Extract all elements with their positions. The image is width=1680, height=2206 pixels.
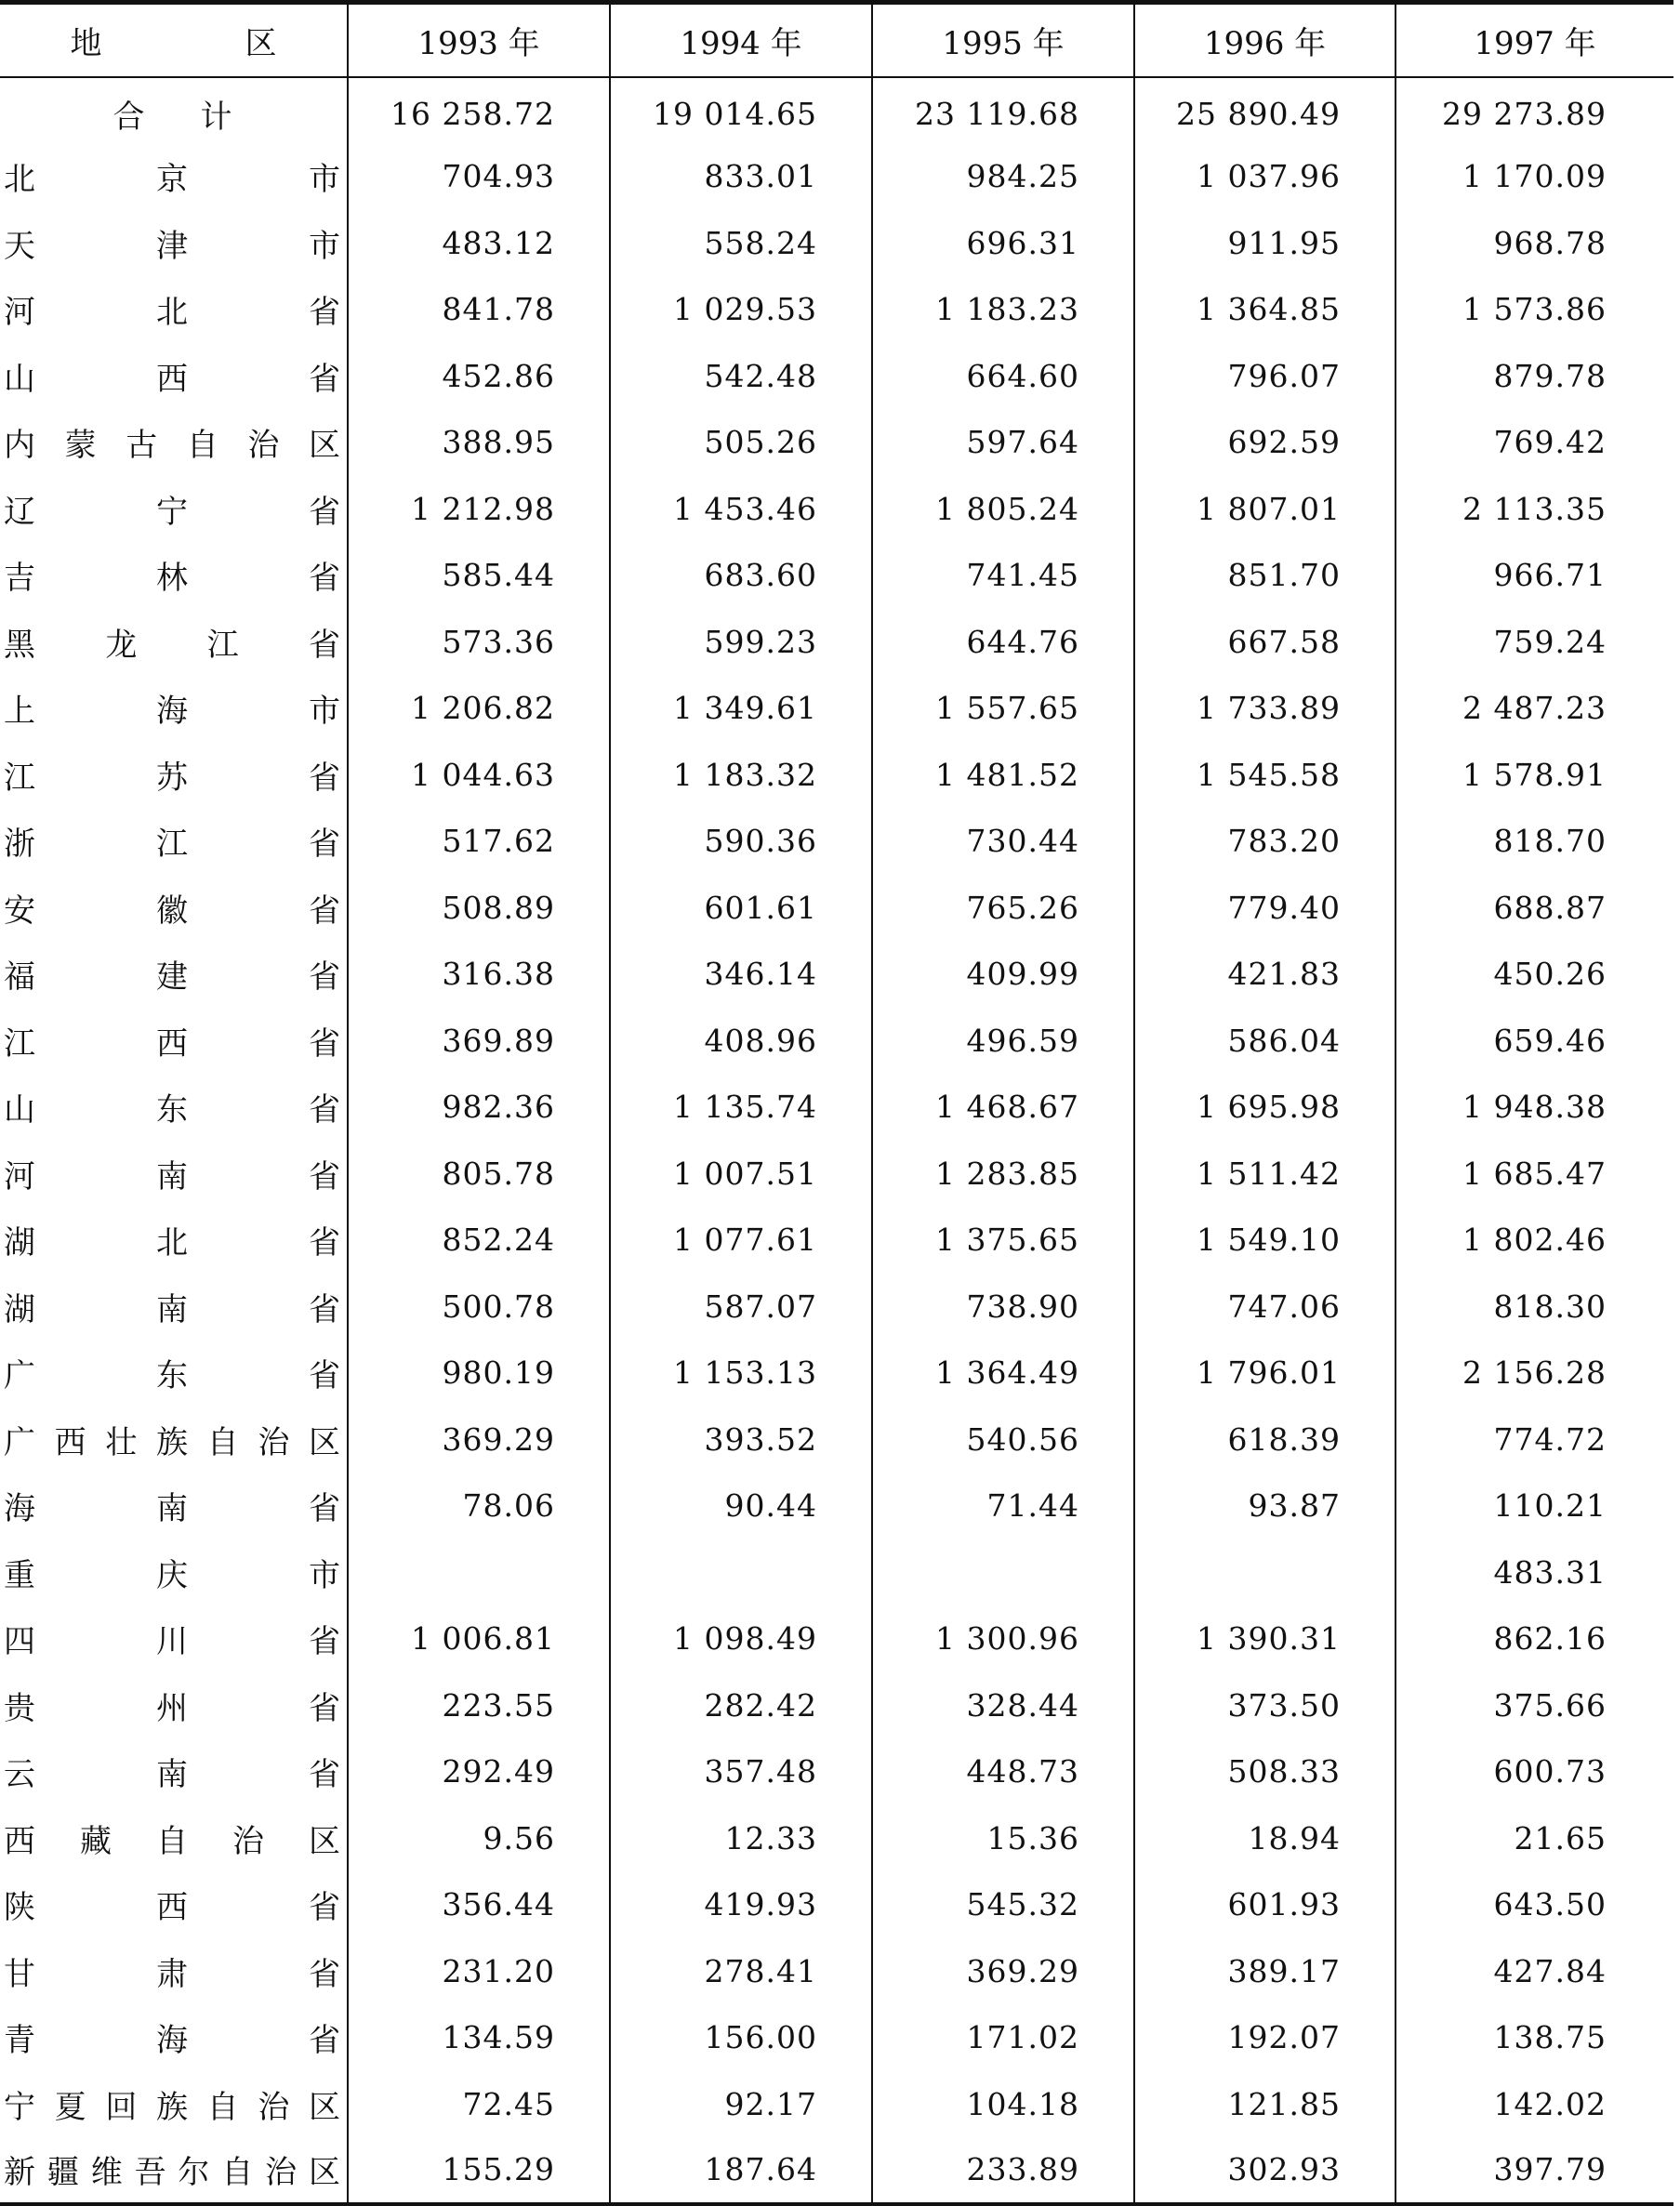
value-cell-1996: 192.07	[1134, 2004, 1396, 2071]
value-cell-1993: 704.93	[348, 143, 610, 210]
value-cell-1995: 741.45	[872, 542, 1134, 609]
value-cell-1996: 783.20	[1134, 808, 1396, 875]
value-cell-1996: 911.95	[1134, 210, 1396, 277]
value-cell-1994: 408.96	[610, 1008, 872, 1075]
region-name-cell: 云南省	[4, 1756, 341, 1794]
table-row	[0, 1672, 1673, 1739]
value-cell-1997: 1 948.38	[1396, 1074, 1673, 1141]
value-cell-1994: 12.33	[610, 1805, 872, 1872]
value-cell-1994: 601.61	[610, 875, 872, 942]
region-name-cell: 重庆市	[4, 1556, 341, 1594]
value-cell-1995: 738.90	[872, 1274, 1134, 1341]
value-cell-1993: 805.78	[348, 1141, 610, 1208]
value-cell-1995	[872, 1539, 1134, 1606]
region-name-cell: 西藏自治区	[4, 1822, 341, 1860]
value-cell-1996: 586.04	[1134, 1008, 1396, 1075]
table-row	[0, 1738, 1673, 1805]
value-cell-1993: 134.59	[348, 2004, 610, 2071]
region-name-cell: 新疆维吾尔自治区	[0, 2137, 348, 2204]
region-name-cell: 山东省	[4, 1091, 341, 1129]
region-name-cell: 黑龙江省	[4, 626, 341, 664]
value-cell-1997: 769.42	[1396, 409, 1673, 476]
value-cell-1997: 2 156.28	[1396, 1340, 1673, 1407]
header-year-1995: 1995 年	[872, 3, 1134, 77]
value-cell-1995: 1 183.23	[872, 276, 1134, 343]
value-cell-1997: 688.87	[1396, 875, 1673, 942]
value-cell-1996: 389.17	[1134, 1938, 1396, 2005]
value-cell-1993: 316.38	[348, 941, 610, 1008]
value-cell-1995: 1 375.65	[872, 1207, 1134, 1274]
region-name-cell: 宁夏回族自治区	[4, 2088, 341, 2126]
region-name-cell: 合计	[112, 99, 288, 137]
value-cell-1996: 373.50	[1134, 1672, 1396, 1739]
value-cell-1996: 302.93	[1134, 2137, 1396, 2204]
value-cell-1995: 233.89	[872, 2137, 1134, 2204]
value-cell-1996: 796.07	[1134, 343, 1396, 410]
value-cell-1994: 1 135.74	[610, 1074, 872, 1141]
value-cell-1995: 984.25	[872, 143, 1134, 210]
value-cell-1995: 1 364.49	[872, 1340, 1134, 1407]
value-cell-1996: 18.94	[1134, 1805, 1396, 1872]
region-name-cell: 安徽省	[4, 892, 341, 930]
value-cell-1993: 841.78	[348, 276, 610, 343]
value-cell-1995: 1 300.96	[872, 1605, 1134, 1672]
header-row	[0, 3, 1673, 77]
region-name-cell: 辽宁省	[4, 493, 341, 531]
value-cell-1993: 16 258.72	[348, 77, 610, 144]
region-name-cell: 江西省	[4, 1024, 341, 1063]
table-row	[0, 1340, 1673, 1407]
region-name-cell: 天津市	[4, 227, 341, 265]
region-name-cell: 上海市	[4, 693, 341, 731]
value-cell-1994: 282.42	[610, 1672, 872, 1739]
value-cell-1994: 1 183.32	[610, 742, 872, 809]
table-row	[0, 1074, 1673, 1141]
table-row	[0, 941, 1673, 1008]
value-cell-1994: 599.23	[610, 609, 872, 676]
value-cell-1995: 540.56	[872, 1407, 1134, 1473]
value-cell-1994	[610, 1539, 872, 1606]
value-cell-1997: 2 487.23	[1396, 675, 1673, 742]
value-cell-1993: 517.62	[348, 808, 610, 875]
table-row	[0, 675, 1673, 742]
value-cell-1993: 9.56	[348, 1805, 610, 1872]
value-cell-1995: 664.60	[872, 343, 1134, 410]
value-cell-1996: 1 511.42	[1134, 1141, 1396, 1208]
table-row	[0, 1141, 1673, 1208]
value-cell-1993: 500.78	[348, 1274, 610, 1341]
value-cell-1996: 1 695.98	[1134, 1074, 1396, 1141]
region-name-cell: 甘肃省	[4, 1955, 341, 1993]
value-cell-1995: 409.99	[872, 941, 1134, 1008]
region-name-cell: 湖南省	[4, 1290, 341, 1328]
value-cell-1997: 774.72	[1396, 1407, 1673, 1473]
value-cell-1993	[348, 1539, 610, 1606]
value-cell-1997: 818.70	[1396, 808, 1673, 875]
region-name-cell: 四川省	[4, 1623, 341, 1661]
table-row	[0, 2071, 1673, 2138]
table-row	[0, 1008, 1673, 1075]
value-cell-1994: 357.48	[610, 1738, 872, 1805]
value-cell-1996: 1 733.89	[1134, 675, 1396, 742]
value-cell-1995: 644.76	[872, 609, 1134, 676]
value-cell-1993: 369.29	[348, 1407, 610, 1473]
value-cell-1995: 1 805.24	[872, 476, 1134, 543]
table-row	[0, 2137, 1673, 2204]
value-cell-1993: 1 212.98	[348, 476, 610, 543]
value-cell-1997: 1 170.09	[1396, 143, 1673, 210]
value-cell-1994: 1 077.61	[610, 1207, 872, 1274]
value-cell-1996: 421.83	[1134, 941, 1396, 1008]
value-cell-1997: 1 573.86	[1396, 276, 1673, 343]
value-cell-1994: 683.60	[610, 542, 872, 609]
table-row	[0, 1207, 1673, 1274]
table-body	[0, 77, 1673, 2204]
value-cell-1993: 852.24	[348, 1207, 610, 1274]
region-name-cell: 河南省	[4, 1157, 341, 1195]
total-row	[0, 77, 1673, 144]
value-cell-1993: 1 206.82	[348, 675, 610, 742]
value-cell-1994: 833.01	[610, 143, 872, 210]
value-cell-1996: 1 037.96	[1134, 143, 1396, 210]
value-cell-1995: 15.36	[872, 1805, 1134, 1872]
value-cell-1997: 450.26	[1396, 941, 1673, 1008]
value-cell-1996: 121.85	[1134, 2071, 1396, 2138]
value-cell-1996: 1 796.01	[1134, 1340, 1396, 1407]
table-row	[0, 276, 1673, 343]
value-cell-1996: 93.87	[1134, 1473, 1396, 1539]
value-cell-1995: 448.73	[872, 1738, 1134, 1805]
value-cell-1993: 483.12	[348, 210, 610, 277]
value-cell-1996: 667.58	[1134, 609, 1396, 676]
table-row	[0, 2004, 1673, 2071]
value-cell-1996: 601.93	[1134, 1871, 1396, 1938]
table-row	[0, 343, 1673, 410]
value-cell-1997: 643.50	[1396, 1871, 1673, 1938]
value-cell-1997: 759.24	[1396, 609, 1673, 676]
value-cell-1993: 231.20	[348, 1938, 610, 2005]
value-cell-1996: 618.39	[1134, 1407, 1396, 1473]
value-cell-1997: 862.16	[1396, 1605, 1673, 1672]
value-cell-1997: 600.73	[1396, 1738, 1673, 1805]
value-cell-1996: 1 549.10	[1134, 1207, 1396, 1274]
value-cell-1995: 696.31	[872, 210, 1134, 277]
value-cell-1993: 78.06	[348, 1473, 610, 1539]
value-cell-1996: 1 545.58	[1134, 742, 1396, 809]
region-name-cell: 福建省	[4, 958, 341, 997]
region-name-cell: 陕西省	[4, 1889, 341, 1927]
value-cell-1995: 730.44	[872, 808, 1134, 875]
value-cell-1994: 278.41	[610, 1938, 872, 2005]
value-cell-1995: 1 468.67	[872, 1074, 1134, 1141]
value-cell-1997: 29 273.89	[1396, 77, 1673, 144]
value-cell-1995: 23 119.68	[872, 77, 1134, 144]
value-cell-1994: 542.48	[610, 343, 872, 410]
value-cell-1997: 138.75	[1396, 2004, 1673, 2071]
table-row	[0, 143, 1673, 210]
value-cell-1994: 1 153.13	[610, 1340, 872, 1407]
value-cell-1997: 968.78	[1396, 210, 1673, 277]
region-name-cell: 海南省	[4, 1490, 341, 1528]
value-cell-1993: 72.45	[348, 2071, 610, 2138]
value-cell-1996: 1 390.31	[1134, 1605, 1396, 1672]
value-cell-1993: 369.89	[348, 1008, 610, 1075]
value-cell-1997: 2 113.35	[1396, 476, 1673, 543]
table-row	[0, 1539, 1673, 1606]
value-cell-1993: 388.95	[348, 409, 610, 476]
value-cell-1995: 545.32	[872, 1871, 1134, 1938]
table-row	[0, 1407, 1673, 1473]
value-cell-1997: 879.78	[1396, 343, 1673, 410]
table-row	[0, 476, 1673, 543]
value-cell-1995: 328.44	[872, 1672, 1134, 1739]
region-name-cell: 北京市	[4, 161, 341, 199]
table-row	[0, 1274, 1673, 1341]
value-cell-1993: 452.86	[348, 343, 610, 410]
table-row	[0, 542, 1673, 609]
value-cell-1994: 590.36	[610, 808, 872, 875]
value-cell-1997: 1 578.91	[1396, 742, 1673, 809]
table-row	[0, 1871, 1673, 1938]
value-cell-1993: 292.49	[348, 1738, 610, 1805]
value-cell-1997: 818.30	[1396, 1274, 1673, 1341]
value-cell-1996: 1 364.85	[1134, 276, 1396, 343]
value-cell-1997: 142.02	[1396, 2071, 1673, 2138]
value-cell-1994: 1 029.53	[610, 276, 872, 343]
value-cell-1995: 369.29	[872, 1938, 1134, 2005]
value-cell-1994: 156.00	[610, 2004, 872, 2071]
value-cell-1997: 1 685.47	[1396, 1141, 1673, 1208]
value-cell-1995: 765.26	[872, 875, 1134, 942]
region-name-cell: 江苏省	[4, 759, 341, 797]
value-cell-1996: 508.33	[1134, 1738, 1396, 1805]
table-row	[0, 1805, 1673, 1872]
value-cell-1997: 427.84	[1396, 1938, 1673, 2005]
value-cell-1995: 71.44	[872, 1473, 1134, 1539]
value-cell-1993: 1 044.63	[348, 742, 610, 809]
value-cell-1993: 980.19	[348, 1340, 610, 1407]
table-row	[0, 1473, 1673, 1539]
value-cell-1993: 223.55	[348, 1672, 610, 1739]
value-cell-1996: 25 890.49	[1134, 77, 1396, 144]
region-name-cell: 山西省	[4, 360, 341, 398]
value-cell-1997: 659.46	[1396, 1008, 1673, 1075]
value-cell-1997: 483.31	[1396, 1539, 1673, 1606]
table-row	[0, 210, 1673, 277]
value-cell-1996: 779.40	[1134, 875, 1396, 942]
value-cell-1994: 90.44	[610, 1473, 872, 1539]
region-name-cell: 河北省	[4, 294, 341, 332]
value-cell-1993: 508.89	[348, 875, 610, 942]
region-name-cell: 广东省	[4, 1357, 341, 1395]
header-year-1997: 1997 年	[1396, 3, 1673, 77]
value-cell-1996: 692.59	[1134, 409, 1396, 476]
value-cell-1994: 393.52	[610, 1407, 872, 1473]
value-cell-1997: 1 802.46	[1396, 1207, 1673, 1274]
value-cell-1995: 1 283.85	[872, 1141, 1134, 1208]
value-cell-1995: 597.64	[872, 409, 1134, 476]
value-cell-1996: 747.06	[1134, 1274, 1396, 1341]
value-cell-1995: 496.59	[872, 1008, 1134, 1075]
table-row	[0, 875, 1673, 942]
table-row	[0, 609, 1673, 676]
value-cell-1994: 1 007.51	[610, 1141, 872, 1208]
value-cell-1993: 982.36	[348, 1074, 610, 1141]
value-cell-1997: 397.79	[1396, 2137, 1673, 2204]
value-cell-1994: 505.26	[610, 409, 872, 476]
value-cell-1994: 19 014.65	[610, 77, 872, 144]
header-year-1994: 1994 年	[610, 3, 872, 77]
table-row	[0, 742, 1673, 809]
value-cell-1994: 187.64	[610, 2137, 872, 2204]
table-row	[0, 409, 1673, 476]
region-name-cell: 内蒙古自治区	[4, 427, 341, 465]
region-name-cell: 浙江省	[4, 826, 341, 864]
value-cell-1994: 1 098.49	[610, 1605, 872, 1672]
value-cell-1996: 1 807.01	[1134, 476, 1396, 543]
region-name-cell: 广西壮族自治区	[4, 1423, 341, 1461]
value-cell-1993: 573.36	[348, 609, 610, 676]
value-cell-1997: 110.21	[1396, 1473, 1673, 1539]
value-cell-1994: 92.17	[610, 2071, 872, 2138]
value-cell-1994: 1 453.46	[610, 476, 872, 543]
value-cell-1995: 171.02	[872, 2004, 1134, 2071]
value-cell-1995: 1 481.52	[872, 742, 1134, 809]
table-row	[0, 1605, 1673, 1672]
value-cell-1996: 851.70	[1134, 542, 1396, 609]
value-cell-1993: 356.44	[348, 1871, 610, 1938]
value-cell-1994: 346.14	[610, 941, 872, 1008]
region-name-cell: 湖北省	[4, 1224, 341, 1262]
region-name-cell: 青海省	[4, 2022, 341, 2060]
value-cell-1994: 419.93	[610, 1871, 872, 1938]
region-name-cell: 吉林省	[4, 560, 341, 598]
value-cell-1993: 155.29	[348, 2137, 610, 2204]
value-cell-1997: 966.71	[1396, 542, 1673, 609]
value-cell-1997: 375.66	[1396, 1672, 1673, 1739]
value-cell-1994: 1 349.61	[610, 675, 872, 742]
header-year-1993: 1993 年	[348, 3, 610, 77]
table-row	[0, 808, 1673, 875]
value-cell-1994: 558.24	[610, 210, 872, 277]
value-cell-1997: 21.65	[1396, 1805, 1673, 1872]
value-cell-1993: 585.44	[348, 542, 610, 609]
value-cell-1995: 1 557.65	[872, 675, 1134, 742]
value-cell-1994: 587.07	[610, 1274, 872, 1341]
value-cell-1996	[1134, 1539, 1396, 1606]
value-cell-1995: 104.18	[872, 2071, 1134, 2138]
table-row	[0, 1938, 1673, 2005]
region-name-cell: 贵州省	[4, 1689, 341, 1727]
header-region: 地 区	[0, 3, 348, 77]
value-cell-1993: 1 006.81	[348, 1605, 610, 1672]
header-year-1996: 1996 年	[1134, 3, 1396, 77]
table-header	[0, 3, 1673, 77]
